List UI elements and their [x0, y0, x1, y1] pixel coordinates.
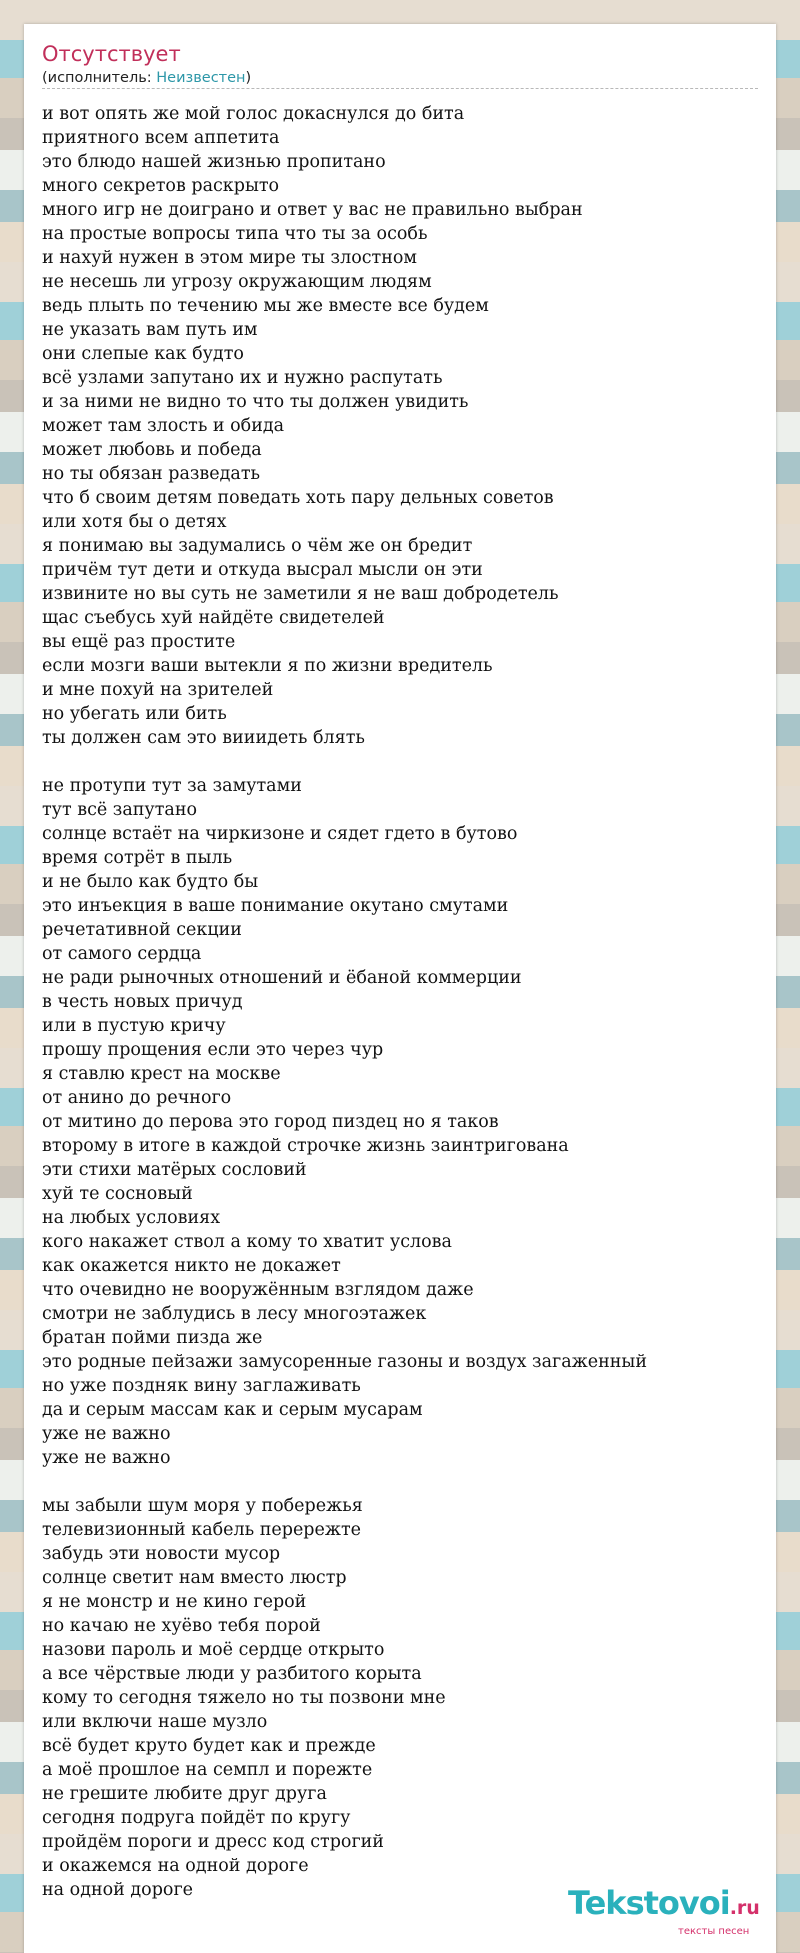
lyric-line: на одной дороге [42, 1880, 193, 1900]
lyric-line: сегодня подруга пойдёт по кругу [42, 1808, 351, 1828]
lyric-line: речетативной секции [42, 920, 242, 940]
lyric-line: телевизионный кабель перережте [42, 1520, 361, 1540]
content-card [24, 24, 776, 1953]
lyric-line: тут всё запутано [42, 800, 198, 820]
lyric-line: не указать вам путь им [42, 320, 258, 340]
lyric-line: и вот опять же мой голос докаснулся до бита [42, 104, 465, 124]
lyric-line: прошу прощения если это через чур [42, 1040, 384, 1060]
lyric-line: ведь плыть по течению мы же вместе все будем [42, 296, 489, 316]
lyric-line: не несешь ли угрозу окружающим людям [42, 272, 432, 292]
lyrics-body [42, 102, 762, 1902]
lyric-line: причём тут дети и откуда высрал мысли он эти [42, 560, 483, 580]
lyric-line: если мозги ваши вытекли я по жизни вредитель [42, 656, 493, 676]
lyric-line: не протупи тут за замутами [42, 776, 302, 796]
lyric-line: время сотрёт в пыль [42, 848, 233, 868]
lyric-line: но ты обязан разведать [42, 464, 261, 484]
lyric-line: второму в итоге в каждой строчке жизнь заинтригована [42, 1136, 569, 1156]
lyric-line: братан пойми пизда же [42, 1328, 263, 1348]
lyric-line: на любых условиях [42, 1208, 221, 1228]
lyric-line: солнце встаёт на чиркизоне и сядет гдето в бутово [42, 824, 518, 844]
lyric-line: эти стихи матёрых сословий [42, 1160, 307, 1180]
lyric-line: не ради рыночных отношений и ёбаной коммерции [42, 968, 522, 988]
lyric-line: что б своим детям поведать хоть пару дельных советов [42, 488, 554, 508]
lyric-line: это блюдо нашей жизнью пропитано [42, 152, 386, 172]
lyric-line: и мне похуй на зрителей [42, 680, 274, 700]
site-logo[interactable] [568, 1884, 760, 1937]
lyric-line: солнце светит нам вместо люстр [42, 1568, 347, 1588]
lyric-line: и нахуй нужен в этом мире ты злостном [42, 248, 418, 268]
lyric-line: не грешите любите друг друга [42, 1784, 327, 1804]
lyric-line: может любовь и победа [42, 440, 262, 460]
lyric-line: как окажется никто не докажет [42, 1256, 341, 1276]
lyric-line: и окажемся на одной дороге [42, 1856, 309, 1876]
lyric-line: приятного всем аппетита [42, 128, 280, 148]
lyric-line: это инъекция в ваше понимание окутано смутами [42, 896, 509, 916]
lyric-line: много секретов раскрыто [42, 176, 280, 196]
lyric-line: это родные пейзажи замусоренные газоны и воздух загаженный [42, 1352, 648, 1372]
lyric-line: или в пустую кричу [42, 1016, 226, 1036]
lyric-line: но убегать или бить [42, 704, 227, 724]
artist-prefix: (исполнитель: [42, 70, 157, 86]
artist-suffix: ) [245, 70, 252, 86]
lyric-line: что очевидно не вооружённым взглядом даже [42, 1280, 474, 1300]
lyric-line: может там злость и обида [42, 416, 285, 436]
lyric-line: в честь новых причуд [42, 992, 243, 1012]
lyric-line: мы забыли шум моря у побережья [42, 1496, 363, 1516]
stanza-gap [42, 750, 762, 774]
song-title: Отсутствует [42, 42, 181, 66]
lyric-line: уже не важно [42, 1424, 171, 1444]
lyric-line: извините но вы суть не заметили я не ваш добродетель [42, 584, 559, 604]
lyric-line: щас съебусь хуй найдёте свидетелей [42, 608, 385, 628]
lyric-line: а моё прошлое на семпл и порежте [42, 1760, 373, 1780]
lyric-line: на простые вопросы типа что ты за особь [42, 224, 428, 244]
lyric-line: но качаю не хуёво тебя порой [42, 1616, 321, 1636]
lyric-line: уже не важно [42, 1448, 171, 1468]
lyric-line: хуй те сосновый [42, 1184, 193, 1204]
lyric-line: я ставлю крест на москве [42, 1064, 281, 1084]
lyric-line: и не было как будто бы [42, 872, 259, 892]
lyric-line: много игр не доиграно и ответ у вас не правильно выбран [42, 200, 583, 220]
lyric-line: забудь эти новости мусор [42, 1544, 281, 1564]
lyric-line: смотри не заблудись в лесу многоэтажек [42, 1304, 427, 1324]
artist-line [42, 70, 758, 89]
lyric-line: но уже поздняк вину заглаживать [42, 1376, 361, 1396]
stanza-gap [42, 1470, 762, 1494]
lyric-line: кому то сегодня тяжело но ты позвони мне [42, 1688, 446, 1708]
lyric-line: или хотя бы о детях [42, 512, 227, 532]
lyric-line: и за ними не видно то что ты должен увидить [42, 392, 469, 412]
logo-text: Tekstovoi [568, 1884, 730, 1922]
lyric-line: или включи наше музло [42, 1712, 268, 1732]
lyric-line: я не монстр и не кино герой [42, 1592, 307, 1612]
lyric-line: всё узлами запутано их и нужно распутать [42, 368, 443, 388]
lyric-line: я понимаю вы задумались о чём же он бредит [42, 536, 473, 556]
lyric-line: от самого сердца [42, 944, 202, 964]
lyric-line: от анино до речного [42, 1088, 232, 1108]
lyric-line: да и серым массам как и серым мусарам [42, 1400, 423, 1420]
lyric-line: ты должен сам это вииидеть блять [42, 728, 365, 748]
logo-tagline: тексты песен [678, 1926, 750, 1937]
lyric-line: всё будет круто будет как и прежде [42, 1736, 376, 1756]
artist-link[interactable]: Неизвестен [156, 70, 246, 86]
lyric-line: они слепые как будто [42, 344, 244, 364]
lyric-line: кого накажет ствол а кому то хватит услова [42, 1232, 452, 1252]
lyric-line: назови пароль и моё сердце открыто [42, 1640, 385, 1660]
lyric-line: а все чёрствые люди у разбитого корыта [42, 1664, 422, 1684]
lyric-line: пройдём пороги и дресс код строгий [42, 1832, 384, 1852]
lyric-line: от митино до перова это город пиздец но я таков [42, 1112, 499, 1132]
lyric-line: вы ещё раз простите [42, 632, 236, 652]
logo-domain: .ru [729, 1897, 760, 1919]
